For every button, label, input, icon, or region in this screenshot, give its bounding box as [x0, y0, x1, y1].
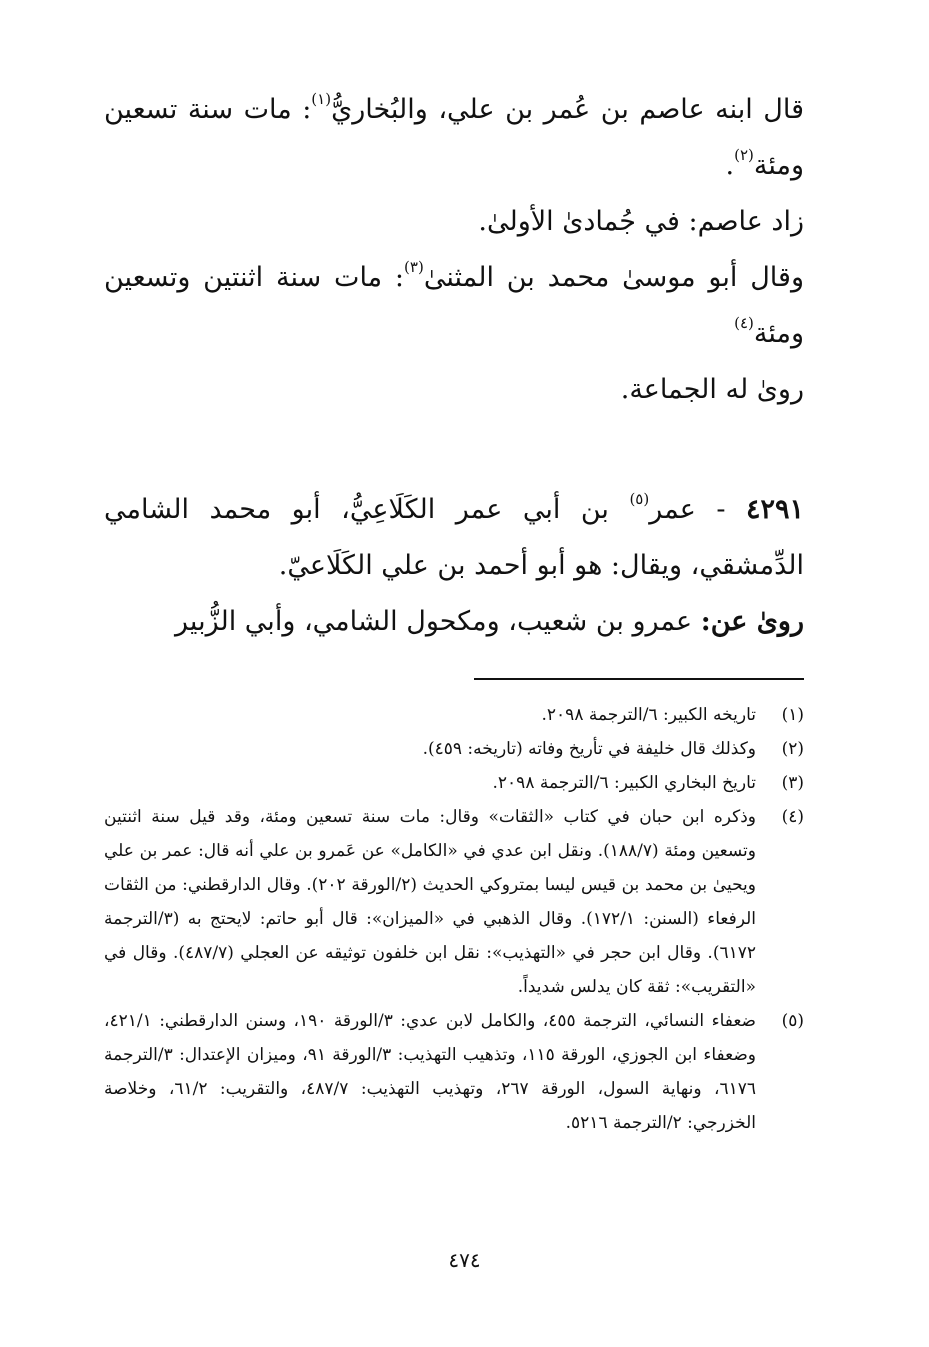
footnote-ref-1[interactable]: (١) [311, 90, 332, 108]
entry-number: ٤٢٩١ [745, 494, 804, 525]
spacer [104, 418, 804, 482]
footnote-number: (٥) [781, 1011, 804, 1031]
footnote-number: (٢) [781, 739, 804, 759]
text-span: وقال أبو موسىٰ محمد بن المثنىٰ [423, 262, 804, 293]
text-span: قال ابنه عاصم بن عُمر بن علي، والبُخاريُّ [331, 94, 804, 125]
footnote-text: وذكره ابن حبان في كتاب «الثقات» وقال: مات سنة تسعين ومئة، وقد قيل سنة اثنتين وتسعين ومئة (١٨٨/٧). ونقل ابن عدي في «الكامل» عن عَمرو بن علي أنه قال: عمر بن علي ويحيىٰ بن محمد بن قيس ليسا بمتروكي الحديث (٢/الورقة ٢٠٢). وقال الدارقطني: من الثقات الرفعاء (السنن: ١٧٢/١). وقال الذهبي في «الميزان»: قال أبو حاتم: لايحتج به (٣/الترجمة ٦١٧٢). وقال ابن حجر في «التهذيب»: نقل ابن خلفون توثيقه عن العجلي (٤٨٧/٧). وقال في «التقريب»: ثقة كان يدلس شديداً. [104, 807, 756, 997]
footnote-ref-3[interactable]: (٣) [404, 258, 424, 276]
rawa-text: عمرو بن شعيب، ومكحول الشامي، وأبي الزُّبير [175, 606, 693, 637]
footnote-item [104, 800, 804, 1004]
footnote-text: تاريخ البخاري الكبير: ٦/الترجمة ٢٠٩٨. [492, 773, 756, 793]
footnote-number: (٣) [781, 773, 804, 793]
paragraph-death-date [104, 82, 804, 194]
footnote-ref-5[interactable]: (٥) [629, 490, 650, 508]
paragraph-month: زاد عاصم: في جُمادىٰ الأولىٰ. [478, 206, 804, 237]
footnotes [104, 698, 804, 1140]
footnote-text: ضعفاء النسائي، الترجمة ٤٥٥، والكامل لابن عدي: ٣/الورقة ١٩٠، وسنن الدارقطني: ٤٢١/١، وضعفاء ابن الجوزي، الورقة ١١٥، وتذهيب التهذيب: ٣/الورقة ٩١، وميزان الإعتدال: ٣/الترجمة ٦١٧٦، ونهاية السول، الورقة ٢٦٧، وتهذيب التهذيب: ٤٨٧/٧، والتقريب: ٦١/٢، وخلاصة الخزرجي: ٢/الترجمة ٥٢١٦. [104, 1011, 756, 1133]
page-number: ٤٧٤ [448, 1248, 481, 1272]
footnote-number: (٤) [781, 807, 804, 827]
entry-name: - عمر [649, 494, 726, 525]
footnote-text: تاريخه الكبير: ٦/الترجمة ٢٠٩٨. [541, 705, 756, 725]
text-span: : مات سنة تسعين ومئة [104, 94, 804, 181]
footnote-ref-2[interactable]: (٢) [734, 146, 754, 164]
footnote-item [104, 698, 804, 732]
footnote-number: (١) [781, 705, 804, 725]
paragraph-narrators: رویٰ له الجماعة. [620, 374, 804, 405]
text-span: : مات سنة اثنتين وتسعين ومئة [104, 262, 804, 349]
rawa-label: رویٰ عن: [700, 606, 804, 637]
footnote-item [104, 732, 804, 766]
entry-description: بن أبي عمر الكَلَاعِيُّ، أبو محمد الشامي الدِّمشقي، ويقال: هو أبو أحمد بن علي الكَلَاعيّ. [104, 494, 804, 581]
footnote-item [104, 766, 804, 800]
paragraph-rawa-an [104, 594, 804, 650]
paragraph-abu-musa [104, 250, 804, 362]
footnote-item [104, 1004, 804, 1140]
footnote-text: وكذلك قال خليفة في تأريخ وفاته (تاريخه: ٤٥٩). [422, 739, 756, 759]
main-text [104, 82, 804, 650]
text-span: . [725, 150, 735, 181]
entry-heading [104, 482, 804, 594]
footnote-divider [474, 678, 804, 680]
footnote-ref-4[interactable]: (٤) [734, 314, 754, 332]
